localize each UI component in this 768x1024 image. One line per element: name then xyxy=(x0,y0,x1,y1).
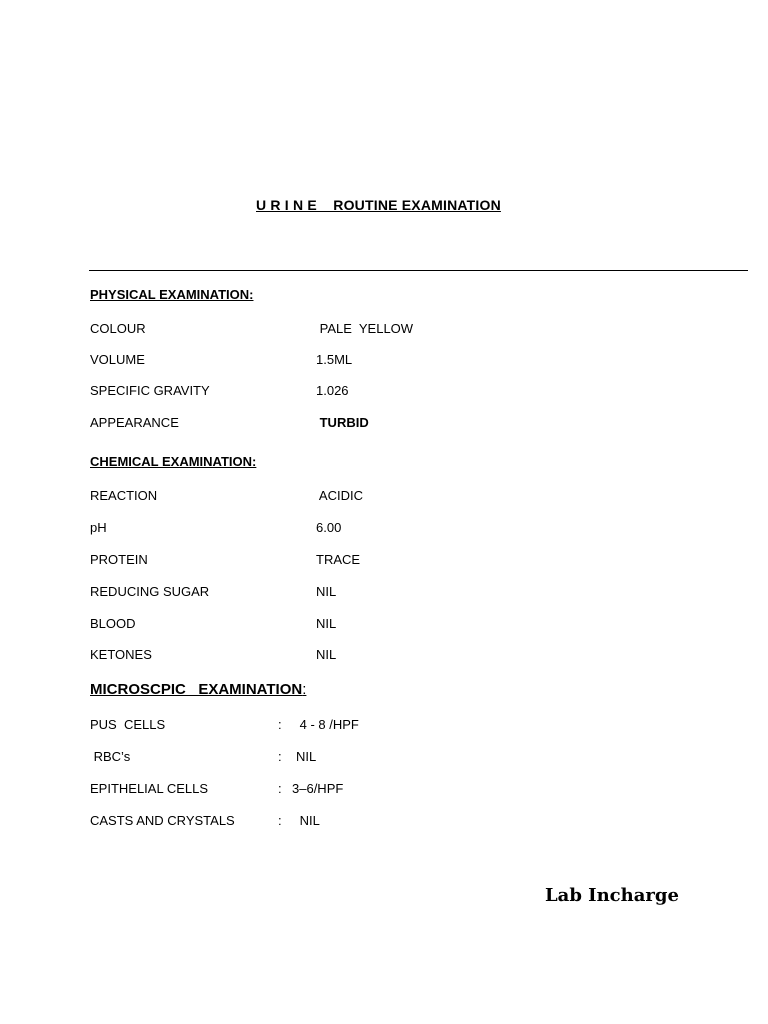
table-row xyxy=(0,488,768,506)
row-value: PALE YELLOW xyxy=(316,321,414,336)
row-label: PUS CELLS xyxy=(90,717,166,732)
signature-label: Lab Incharge xyxy=(545,885,679,906)
row-value: NIL xyxy=(316,584,337,599)
row-label: PROTEIN xyxy=(90,552,148,567)
table-row xyxy=(0,321,768,339)
row-label: REACTION xyxy=(90,488,158,503)
row-value: TURBID xyxy=(316,415,369,430)
table-row xyxy=(0,352,768,370)
row-label: BLOOD xyxy=(90,616,136,631)
row-colon: : xyxy=(278,717,282,732)
table-row xyxy=(0,616,768,634)
row-label: COLOUR xyxy=(90,321,146,336)
row-value: NIL xyxy=(296,749,317,764)
row-value: NIL xyxy=(296,813,320,828)
row-label: EPITHELIAL CELLS xyxy=(90,781,209,796)
microscopic-heading-colon: : xyxy=(302,681,307,698)
row-label: SPECIFIC GRAVITY xyxy=(90,383,210,398)
table-row xyxy=(0,717,768,735)
row-label: CASTS AND CRYSTALS xyxy=(90,813,235,828)
table-row xyxy=(0,552,768,570)
table-row xyxy=(0,781,768,799)
row-value: TRACE xyxy=(316,552,361,567)
row-label: RBC’s xyxy=(90,749,131,764)
row-value: NIL xyxy=(316,647,337,662)
row-label: REDUCING SUGAR xyxy=(90,584,210,599)
row-value: 3–6/HPF xyxy=(292,781,344,796)
report-title: U R I N E ROUTINE EXAMINATION xyxy=(256,197,501,213)
row-colon: : xyxy=(278,749,282,764)
row-value: 4 - 8 /HPF xyxy=(296,717,359,732)
table-row xyxy=(0,520,768,538)
row-value: 1.5ML xyxy=(316,352,353,367)
chemical-heading: CHEMICAL EXAMINATION: xyxy=(90,454,257,469)
row-label: KETONES xyxy=(90,647,152,662)
table-row xyxy=(0,749,768,767)
microscopic-heading-text: MICROSCPIC EXAMINATION xyxy=(90,681,303,698)
row-label: VOLUME xyxy=(90,352,145,367)
row-value: NIL xyxy=(316,616,337,631)
row-label: pH xyxy=(90,520,107,535)
table-row xyxy=(0,647,768,665)
row-value: 6.00 xyxy=(316,520,342,535)
row-value: 1.026 xyxy=(316,383,349,398)
row-label: APPEARANCE xyxy=(90,415,179,430)
table-row xyxy=(0,383,768,401)
microscopic-heading xyxy=(90,681,306,698)
table-row xyxy=(0,813,768,831)
divider-line xyxy=(89,270,748,271)
physical-heading: PHYSICAL EXAMINATION: xyxy=(90,287,254,302)
table-row xyxy=(0,584,768,602)
row-value: ACIDIC xyxy=(316,488,363,503)
row-colon: : xyxy=(278,813,282,828)
table-row xyxy=(0,415,768,433)
row-colon: : xyxy=(278,781,282,796)
